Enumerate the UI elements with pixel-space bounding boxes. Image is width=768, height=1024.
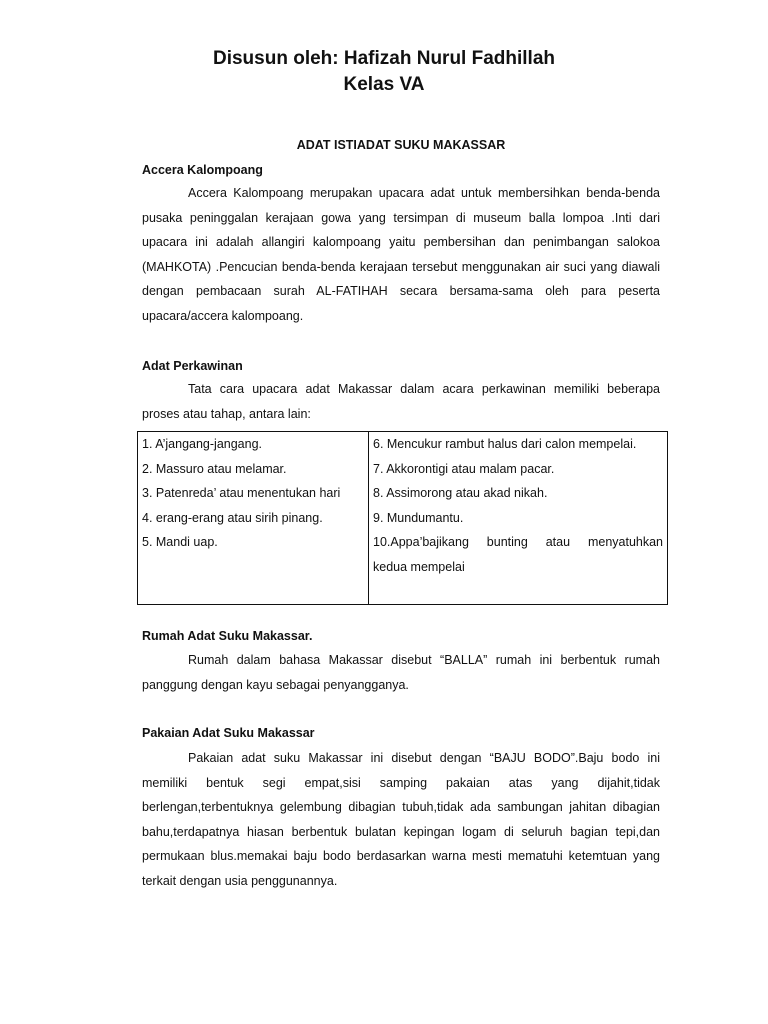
paragraph-line: permukaan blus.memakai baju bodo berdasarkan warna mesti mematuhi ketemtuan yang xyxy=(142,849,660,863)
paragraph-line: memiliki bentuk segi empat,sisi samping pakaian atas yang dijahit,tidak xyxy=(142,775,660,790)
paragraph-line: Rumah dalam bahasa Makassar disebut “BALLA” rumah ini berbentuk rumah xyxy=(188,653,660,667)
paragraph-line: terkait dengan usia penggunannya. xyxy=(142,873,338,888)
list-item: 1. A’jangang-jangang. xyxy=(142,437,263,451)
list-item: 4. erang-erang atau sirih pinang. xyxy=(142,510,323,525)
paragraph-line: Tata cara upacara adat Makassar dalam acara perkawinan memiliki beberapa xyxy=(188,382,660,396)
list-item: 3. Patenreda’ atau menentukan hari xyxy=(142,486,341,500)
paragraph-line: panggung dengan kayu sebagai penyangganya. xyxy=(142,677,409,692)
list-item: 2. Massuro atau melamar. xyxy=(142,461,287,476)
paragraph-line: proses atau tahap, antara lain: xyxy=(142,406,311,421)
list-item: kedua mempelai xyxy=(373,559,465,574)
class-line: Kelas VA xyxy=(343,74,425,95)
section-heading-accera: Accera Kalompoang xyxy=(142,163,263,177)
paragraph-line: dengan pembacaan surah AL-FATIHAH secara bersama-sama oleh para peserta xyxy=(142,284,660,298)
section-body-pakaian xyxy=(142,746,660,893)
paragraph-line: upacara/accera kalompoang. xyxy=(142,308,304,323)
list-item: 5. Mandi uap. xyxy=(142,535,218,549)
steps-left-column xyxy=(138,432,369,605)
paragraph-line: (MAHKOTA) .Pencucian benda-benda kerajaan tersebut menggunakan air suci yang diawali xyxy=(142,259,660,274)
section-heading-perkawinan: Adat Perkawinan xyxy=(142,359,243,373)
paragraph-line: Pakaian adat suku Makassar ini disebut dengan “BAJU BODO”.Baju bodo ini xyxy=(188,751,660,765)
paragraph-line: pusaka peninggalan kerajaan gowa yang tersimpan di museum balla lompoa .Inti dari xyxy=(142,210,660,225)
list-item: 9. Mundumantu. xyxy=(373,510,464,525)
author-line: Disusun oleh: Hafizah Nurul Fadhillah xyxy=(212,48,556,69)
list-item: 7. Akkorontigi atau malam pacar. xyxy=(373,461,555,476)
list-item: 10.Appa’bajikang bunting atau menyatuhkan xyxy=(373,535,663,549)
section-heading-pakaian: Pakaian Adat Suku Makassar xyxy=(142,726,315,740)
section-body-rumah xyxy=(142,648,660,697)
steps-right-column xyxy=(369,432,668,605)
list-item: 8. Assimorong atau akad nikah. xyxy=(373,486,548,500)
section-body-perkawinan xyxy=(142,377,660,426)
paragraph-line: berlengan,terbentuknya gelembung dibagian tubuh,tidak ada sambungan jahitan dibagian xyxy=(142,800,660,814)
document-title: ADAT ISTIADAT SUKU MAKASSAR xyxy=(296,138,506,152)
section-heading-rumah: Rumah Adat Suku Makassar. xyxy=(142,629,313,643)
paragraph-line: bahu,terdapatnya hiasan berbentuk bulatan kepingan logam di seluruh bagian tepi,dan xyxy=(142,824,660,839)
paragraph-line: Accera Kalompoang merupakan upacara adat untuk membersihkan benda-benda xyxy=(188,186,660,200)
marriage-steps-table xyxy=(137,431,668,605)
paragraph-line: upacara ini adalah allangiri kalompoang yaitu pembersihan dan penimbangan salokoa xyxy=(142,235,660,249)
section-body-accera xyxy=(142,181,660,328)
list-item: 6. Mencukur rambut halus dari calon mempelai. xyxy=(373,437,637,451)
